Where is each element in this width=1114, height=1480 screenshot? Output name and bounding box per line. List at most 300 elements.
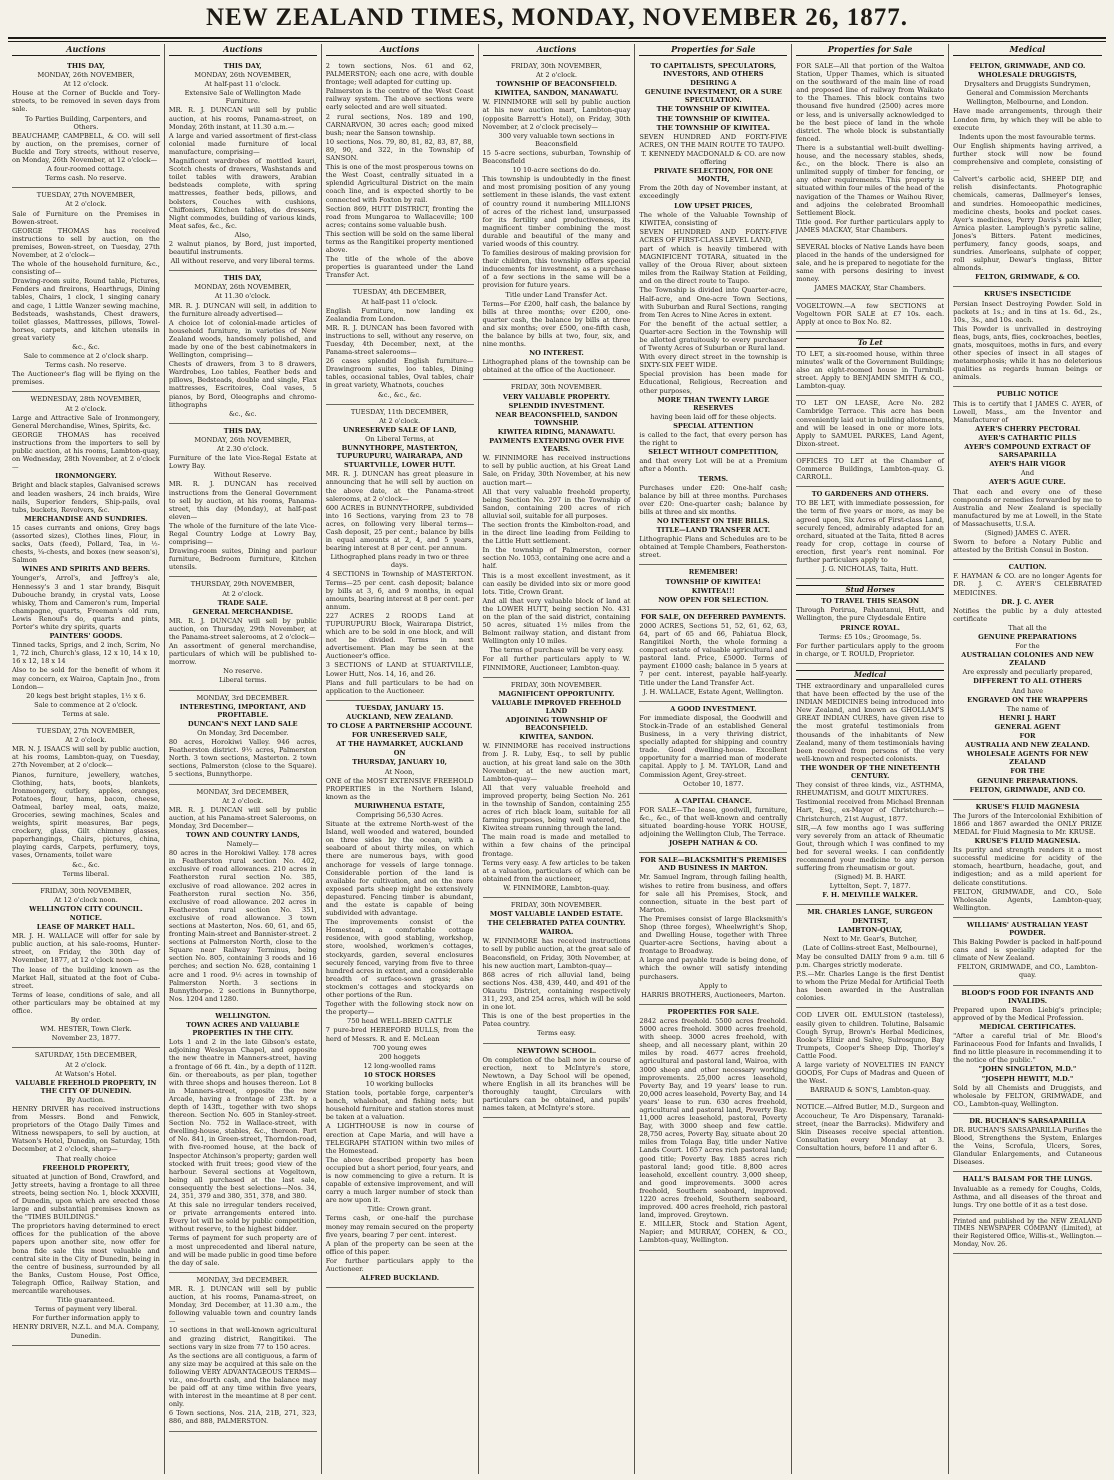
- advert-line: is called to the fact, that every person has the right to: [639, 431, 788, 448]
- advert-line: LAMBTON-QUAY,: [838, 925, 903, 934]
- advert-line: PROPERTIES FOR SALE.: [667, 1007, 760, 1016]
- advert-line: MORE THAN TWENTY LARGE RESERVES: [657, 395, 770, 412]
- advertisement: [483, 898, 631, 1044]
- advert-line: "JOHN SINGLETON, M.D.": [978, 1065, 1077, 1074]
- advert-line: KIWITEA, SANDON.: [519, 733, 594, 742]
- advertisement: [169, 785, 317, 1009]
- advert-line: MONDAY, 3rd DECEMBER.: [196, 693, 290, 702]
- advert-line: having been laid off for these objects.: [650, 412, 777, 421]
- advert-line: IRONMONGERY.: [55, 472, 117, 481]
- advert-line: PAINTERS' GOODS.: [49, 632, 123, 641]
- advert-line: 300 very valuable town sections in Beaconsfield: [498, 131, 615, 148]
- advertisement: [639, 702, 787, 794]
- advert-line: LEASE OF MARKET HALL.: [36, 923, 136, 932]
- column-container: [8, 44, 1106, 1474]
- advert-line: Next to Mr. Gear's, Butcher,: [823, 934, 918, 943]
- advert-line: All that very valuable freehold property, being Section No. 297 in the Township of Sandon, containing 200 acres of rich alluvial soil, suitable for all purposes.: [482, 487, 631, 520]
- advert-line: Terms cash. No reserve.: [45, 174, 127, 183]
- advertisement: [639, 794, 787, 854]
- advert-line: TO LET, a six-roomed house, within three minutes' walk of the Government Buildings; also an eight-roomed house in Turnbull-street. Apply to BENJAMIN SMITH & CO., Lambton-quay.: [796, 349, 945, 391]
- advert-line: AT THE HAYMARKET, AUCKLAND: [336, 740, 464, 749]
- advertisement: [12, 724, 160, 884]
- advert-line: FELTON, GRIMWADE, AND CO.: [969, 62, 1086, 70]
- advert-line: The whole of the furniture of the late Vice-Regal Country Lodge at Lowry Bay, comprising—: [168, 521, 317, 547]
- column-2: [165, 44, 322, 1474]
- advert-line: HENRY DRIVER has received instructions from Messrs. Bond and Fenwick, proprietors of the Otago Daily Times and Witness newspapers, to sell by auction, at Watson's Hotel, Dunedin, on Saturday, 15th December, at 2 o'clock, sharp—: [12, 1104, 160, 1154]
- advert-line: The Auctioneer's flag will be flying on the premises.: [12, 370, 160, 387]
- advert-line: HARRIS BROTHERS, Auctioneers, Marton.: [641, 990, 786, 999]
- advert-line: Also,: [234, 230, 251, 239]
- advert-line: 10 sections, Nos. 79, 80, 81, 82, 83, 87, 88, 89, 90, and 322, in the Township of SANSON.: [325, 137, 474, 163]
- advert-line: By Auction.: [66, 1095, 106, 1104]
- advert-line: FRIDAY, 30th NOVEMBER,: [510, 62, 602, 70]
- advert-line: FELTON, GRIMWADE, and CO., Lambton-quay.: [957, 963, 1098, 980]
- advert-line: A choice lot of colonial-made articles of household furniture, in varieties of New Zealand woods, handsomely polished, and made by one of the best cabinetmakers in Wellington, comprising—: [168, 318, 317, 360]
- advert-line: &c., &c., &c.: [377, 390, 422, 399]
- advert-line: MR. R. J. DUNCAN will sell by public auction, at his rooms, Panama-street, on Monday, 26th instant, at 11.30 a.m.—: [168, 106, 317, 131]
- advert-line: This Baking Powder is packed in half-pound cans and is specially adapted for the climate of New Zealand.: [953, 938, 1102, 963]
- column-heading: Auctions: [483, 44, 631, 56]
- advert-line: Extensive Sale of Wellington Made Furniture.: [184, 89, 301, 106]
- advert-line: MONDAY, 26th NOVEMBER,: [194, 435, 292, 444]
- advert-line: WEDNESDAY, 28th NOVEMBER,: [30, 395, 142, 404]
- advertisement: [483, 380, 631, 677]
- advert-line: GENERAL MERCHANDISE.: [192, 607, 294, 616]
- advert-line: And: [1020, 469, 1035, 478]
- advert-line: Indents upon the most favourable terms.: [959, 132, 1096, 141]
- advert-line: TUESDAY, 27th NOVEMBER,: [36, 727, 136, 736]
- advertisement: [12, 884, 160, 1049]
- advert-line: From the 20th day of November instant, at exceedingly: [639, 184, 788, 201]
- advert-line: A large variety of NOVELTIES IN FANCY GOODS, For Cups of Madras and Queen of the West.: [796, 1061, 945, 1086]
- advert-line: VOGELTOWN.—A few SECTIONS at Vogeltown FOR SALE at £7 10s. each. Apply at once to Box No. 82.: [796, 301, 945, 326]
- advertisement: [483, 678, 631, 898]
- advert-line: KIWITEA RIDING, MANAWATU.: [497, 427, 616, 436]
- advert-line: At 2 o'clock.: [65, 736, 107, 745]
- advert-line: 750 head WELL-BRED CATTLE: [347, 1017, 453, 1026]
- advert-line: 600 ACRES in BUNNYTHORPE, subdivided into 16 Sections, varying from 23 to 78 acres, on following very liberal terms—Cash deposit, 25 per cent.; balance by bills in equal amounts at 2, 4, and 5 years, bearing interest at 8 per cent. per annum.: [325, 503, 474, 553]
- advert-line: FOR SALE—The lease, goodwill, furniture, &c., &c., of that well-known and centrally situated boarding-house YORK HOUSE, adjoining the Wellington Club, The Terrace.: [639, 805, 788, 839]
- advertisement: [796, 664, 944, 906]
- advert-line: At 12 o'clock noon.: [54, 895, 118, 904]
- advert-line: J. G. NICHOLAS, Taita, Hutt.: [822, 565, 919, 574]
- advert-line: TUESDAY, 4th DECEMBER,: [352, 288, 447, 297]
- advertisement: [483, 59, 631, 380]
- advert-line: At half-past 11 o'clock.: [204, 80, 281, 89]
- section-heading: Medical: [796, 670, 944, 680]
- advert-line: KIWITEA, SANDON, MANAWATU.: [494, 89, 619, 98]
- advert-line: TRADE SALE.: [217, 598, 268, 607]
- advert-line: The above described property has been occupied but a short period, four years, and is now commencing to give a return. It is capable of extensive improvement, and will carry a much larger number of stock than are now upon it.: [325, 1155, 474, 1205]
- advert-line: At 2 o'clock.: [222, 589, 264, 598]
- advert-line: For further particulars apply to the groom in charge, or T. ROULD, Proprietor.: [796, 641, 945, 658]
- advert-line: T. KENNEDY MACDONALD & CO. are now offering: [641, 149, 786, 167]
- advert-line: AUSTRALIAN COLONIES AND NEW ZEALAND: [961, 651, 1094, 668]
- advert-line: Terms easy.: [537, 1029, 576, 1038]
- advertisement: [12, 392, 160, 724]
- advert-line: MONDAY, 3rd DECEMBER,: [196, 787, 290, 796]
- advert-line: 20 kegs best bright staples, 1½ x 6.: [26, 691, 146, 700]
- advert-line: All that very valuable freehold and improved property, being Section No. 261 in the township of Sandon, containing 255 acres of rich black loam, suitable for all farming purposes, being well watered, the Kiwitea stream running through the land.: [482, 783, 631, 833]
- advert-line: NO INTEREST ON THE BILLS.: [656, 516, 770, 525]
- advert-line: 15 5-acre sections, suburban, Township of Beaconsfield: [482, 148, 631, 166]
- advert-line: For further particulars apply to the Auctioneer.: [325, 1256, 474, 1274]
- advert-line: HENRI J. HART: [999, 713, 1056, 722]
- advert-line: For all further particulars apply to W. FINNIMORE, Auctioneer, Lambton-quay.: [482, 655, 631, 672]
- advertisement: [953, 1114, 1102, 1173]
- advertisement: [169, 271, 317, 424]
- advert-line: FRIDAY, 30th NOVEMBER.: [510, 901, 602, 909]
- advert-line: At 2 o'clock.: [65, 1060, 107, 1069]
- advert-line: DUNCAN'S NEXT LAND SALE: [187, 719, 298, 728]
- advert-line: REMEMBER!: [688, 568, 738, 577]
- advert-line: Terms—For £200, half cash, the balance by bills at three months; over £200, one-quarter cash, the balance by bills at three and six months; over £500, one-fifth cash, the balance by bills at two, four, six, and nine months.: [482, 299, 631, 349]
- advert-line: FOR SALE, ON DEFERRED PAYMENTS.: [640, 612, 786, 621]
- advert-line: Station tools, portable forge, carpenter's bench, whaleboat, and fishing nets; but household furniture and station stores must be taken at a valuation.: [325, 1089, 474, 1122]
- advert-line: FOR: [1019, 732, 1036, 741]
- advertisement: [326, 405, 474, 701]
- advert-line: The proprietors having determined to erect offices for the publication of the above papers upon another site, now offer for bona fide sale this most valuable and central site in the City of Dunedin, being in the centre of business, surrounded by all the Banks, Custom House, Post Office, Telegraph Office, Railway Station, and mercantile warehouses.: [12, 1222, 160, 1296]
- advert-line: Lithographic Plans and Schedules are to be obtained at Temple Chambers, Featherston-street.: [639, 535, 788, 560]
- advert-line: Lots 1 and 2 in the late Gibson's estate, adjoining Wesleyan Chapel, and opposite the new theatre in Manners-street, having a frontage of 66 ft. 4in., by a depth of 112ft. 6in. or thereabouts, as per plan, together with three shops and houses thereon. Lot 8 in Manners-street, opposite the new Arcade, having a frontage of 23ft. by a depth of 143ft., together with two shops thereon. Section No. 605 in Stanley-street. Section No. 752 in Wallace-street, with dwelling-house, stables, &c., thereon. Part of No. 841, in Green-street, Thorndon-road, with five-roomed house, at the back of Inspector Atchinson's property; garden well stocked with fruit trees; good view of the harbour. Several sections at Vogeltown, being all purchased at the last sale, consequently the best selections—Nos. 34, 24, 351, 379 and 380, 351, 378, and 380.: [168, 1038, 317, 1200]
- advert-line: FELTON, GRIMWADE, & CO.: [975, 273, 1080, 282]
- column-5: [635, 44, 792, 1474]
- advert-line: Comprising 56,530 Acres.: [356, 810, 444, 819]
- advert-line: Terms at sale.: [62, 709, 110, 718]
- advert-line: W. FINNIMORE has received instructions to sell by public auction, at the great sale of Beaconsfield, on Friday, 30th November, at his new auction mart, Lambton-quay—: [482, 937, 631, 970]
- advert-line: SPECIAL ATTENTION: [673, 421, 754, 430]
- advert-line: October 10, 1877.: [683, 779, 744, 788]
- advert-line: MR. R. J. DUNCAN has great pleasure in announcing that he will sell by auction on the above date, at the Panama-street salerooms, at 2 o'clock—: [325, 470, 474, 503]
- advert-line: At Noon,: [384, 767, 415, 776]
- advert-line: Sold by all Chemists and Druggists, and wholesale by FELTON, GRIMWADE, and CO., Lambton-quay, Wellington.: [953, 1083, 1102, 1108]
- advert-line: Title under Land Transfer Act.: [505, 290, 608, 299]
- advert-line: JAMES MACKAY, Star Chambers.: [814, 284, 926, 293]
- advertisement: [796, 396, 944, 454]
- advert-line: GEORGE THOMAS has received instructions to sell by auction, on the premises, Bowen-street, on Tuesday, 27th November, at 2 o'clock—: [12, 226, 160, 259]
- advert-line: All without reserve, and very liberal terms.: [170, 257, 315, 266]
- advert-line: Title good. For further particulars apply to JAMES MACKAY, Star Chambers.: [796, 217, 945, 234]
- column-heading: Auctions: [12, 44, 160, 56]
- advert-line: GENUINE PREPARATIONS.: [977, 776, 1078, 785]
- advert-line: TUESDAY, 27th NOVEMBER,: [36, 191, 136, 200]
- column-heading: Properties for Sale: [639, 44, 787, 56]
- advert-line: FRIDAY, 30th NOVEMBER.: [510, 383, 602, 392]
- advert-line: Testimonial received from Michael Brennan Hart, Esq., ex-Mayor of Christchurch:— Christchurch, 21st August, 1877.: [796, 798, 945, 823]
- advert-line: A LIGHTHOUSE is now in course of erection at Cape Maria, and will have a TELEGRAPH STATION within two miles of the Homestead.: [325, 1122, 474, 1155]
- advert-line: DR. BUCHAN'S SARSAPARILLA: [969, 1116, 1086, 1125]
- advert-line: VALUABLE FREEHOLD PROPERTY, IN THE CITY OF DUNEDIN.: [15, 1078, 157, 1095]
- advertisement: [169, 577, 317, 690]
- advert-line: FOR SALE—BLACKSMITH'S PREMISES AND BUSINESS IN MARTON.: [640, 856, 787, 873]
- advert-line: JOSEPH NATHAN & CO.: [668, 839, 758, 848]
- advert-line: For the: [1015, 642, 1040, 651]
- advert-line: Terms of payment for such property are of a most unprecedented and liberal nature, and will be made public in good time before the day of sale.: [168, 1234, 317, 1267]
- advert-line: At 2 o'clock.: [379, 416, 421, 425]
- advert-line: W. FINNIMORE will sell by public auction at his new auction mart, Lambton-quay (opposite Barrett's Hotel), on Friday, 30th November, at 2 o'clock precisely—: [482, 98, 631, 131]
- advertisement: [796, 454, 944, 487]
- advert-line: WILLIAMS' AUSTRALIAN YEAST POWDER.: [966, 920, 1089, 937]
- advert-line: PRIVATE SELECTION, FOR ONE MONTH,: [653, 167, 773, 184]
- advert-line: MR. R. J. DUNCAN has received instructions from the General Government to sell by auction, at his rooms, Panama-street, this day (Monday), at half-past eleven—: [168, 480, 317, 521]
- advert-line: &c., &c.: [72, 343, 100, 351]
- advert-line: THIS DAY,: [223, 62, 262, 70]
- advert-line: W. FINNIMORE has received instructions to sell by public auction, at his Great Land Sale, on Friday, 30th November, at his new auction mart—: [482, 454, 631, 487]
- advert-line: Purchases under £20: One-half cash; balance by bill at three months. Purchases over £20: One-quarter cash; balance by bills at three and six months.: [639, 483, 788, 516]
- column-heading: Medical: [953, 44, 1102, 56]
- advertisement: [796, 332, 944, 397]
- advert-line: At 11.30 o'clock.: [214, 292, 271, 301]
- advert-line: Our English shipments having arrived, a further stock will now be found comprehensive and complete, consisting of—: [953, 141, 1102, 175]
- advert-line: 10 working bullocks: [365, 1079, 434, 1088]
- advert-line: Terms cash. No reserve.: [45, 361, 127, 370]
- advert-line: J. H. WALLACE, Estate Agent, Wellington.: [643, 687, 784, 696]
- advert-line: DESIRING A: [690, 79, 737, 88]
- advert-line: WM. HESTER, Town Clerk.: [40, 1025, 132, 1034]
- column-heading: Auctions: [169, 44, 317, 56]
- advert-line: AUSTRALIA AND NEW ZEALAND.: [965, 741, 1090, 750]
- advert-line: The terms of purchase will be very easy.: [489, 646, 624, 655]
- advertisement: [953, 387, 1102, 560]
- advert-line: TITLE—LAND TRANSFER ACT.: [656, 526, 771, 535]
- advert-line: For further information apply to: [32, 1314, 140, 1323]
- advert-line: At 12 o'clock.: [63, 80, 109, 89]
- advert-line: SELECT WITHOUT COMPETITION,: [648, 448, 779, 457]
- advert-line: House at the Corner of Buckle and Tory-streets, to be removed in seven days from sale.: [12, 89, 160, 114]
- advert-line: THIS DAY,: [66, 62, 105, 70]
- advert-line: The name of: [1006, 704, 1049, 713]
- advert-line: THURSDAY, 29th NOVEMBER,: [190, 580, 295, 589]
- advert-line: For immediate disposal, the Goodwill and Stock-in-Trade of an established General Business, in a very thriving district, specially adapted for shipping and country trade. Good dwelling-house. Excellent opportunity for a married man of moderate capital. Apply to J. M. TAYLOR, Land and Commission Agent, Grey-street.: [639, 713, 788, 779]
- advert-line: For the benefit of the actual settler, a Quarter-acre Section in the Township will be allotted gratuitously to every purchaser of Twenty Acres of Suburban or Rural land.: [639, 319, 788, 353]
- advert-line: The section fronts the Kimbolton-road, and in the direct line leading from Feilding to the Little Hutt settlement.: [482, 520, 631, 546]
- advert-line: Prepared upon Baron Liebig's principle; approved of by the Medical Profession.: [953, 1005, 1102, 1022]
- advert-line: MR. R. J. DUNCAN will sell by public auction, at his rooms, Panama-street, on Monday, 3rd December, at 11.30 a.m., the following valuable town and country lands—: [168, 1284, 317, 1326]
- advert-line: TUESDAY, 11th DECEMBER,: [350, 407, 449, 416]
- section-heading: Stud Horses: [796, 585, 944, 595]
- advert-line: TOWN ACRES AND VALUABLE PROPERTIES IN THE CITY.: [186, 1021, 300, 1038]
- advert-line: A GOOD INVESTMENT.: [670, 704, 757, 713]
- advert-line: AYER'S HAIR VIGOR: [989, 460, 1066, 469]
- advert-line: 80 acres in the Horokiwi Valley. 178 acres in Featherston rural section No. 402, exclusive of road allowances. 210 acres in Featherston rural section No. 385, exclusive of road allowance. 202 acres in Featherston rural section No. 356, exclusive of road allowance. 202 acres in Featherston rural section No. 351, exclusive of road allowance. 3 town sections at Masterton, Nos. 60, 61, and 65, fronting Main-street and Bannister-street. 2 sections at Palmerston North, close to the Square near Railway Terminus, being section No. 805, containing 3 roods and 16 perches; and section No. 628, containing 1 acre and 1 rood. 9½ acres in township of Palmerston North. 3 sections in Bunnythorpe. 2 sections in Bunnythorpe, Nos. 1204 and 1280.: [168, 849, 317, 1003]
- advert-line: November 23, 1877.: [51, 1034, 121, 1043]
- advert-line: PRINCE ROYAL.: [840, 623, 900, 632]
- advert-line: In the township of Palmerston, corner section No. 1053, containing one acre and a half.: [482, 546, 631, 571]
- advert-line: Magnificent wardrobes of mottled kauri, Scotch chests of drawers, Washstands and toilet tables with drawers, Arabian bedsteads complete, with spring mattresses, feather beds, pillows, and bolsters, Couches with cushions, Chiffoniers, Kitchen tables, do dressers, Night commodes, building of various kinds, Meat safes, &c., &c.: [168, 157, 317, 230]
- advert-line: SEVEN HUNDRED AND FORTY-FIVE ACRES OF FIRST-CLASS LEVEL LAND,: [639, 227, 788, 244]
- advertisement: [796, 240, 944, 299]
- advert-line: They consist of three kinds, viz., ASTHMA, RHEUMATISM, and GOUT MIXTURES.: [796, 781, 945, 798]
- advert-line: Title guaranteed.: [57, 1296, 115, 1305]
- advert-line: Special provision has been made for Educational, Religious, Recreation and other purposes,: [639, 370, 788, 395]
- advert-line: WHOLESALE DRUGGISTS,: [978, 71, 1077, 80]
- advert-line: VALUABLE IMPROVED FREEHOLD LAND: [491, 698, 622, 715]
- advert-line: 15 cases currants and onions, Grey bags (assorted sizes), Clothes lines, Flour, in sacks, Oats (feed), Pollard, Tea, in ½-chests, ¼-chests, and boxes (new season's), Salmon: [12, 523, 160, 565]
- advert-line: DR. J. C. AYER: [1001, 597, 1054, 606]
- advert-line: ALFRED BUCKLAND.: [360, 1274, 440, 1283]
- advert-line: MONDAY, 26th NOVEMBER,: [194, 71, 292, 80]
- advert-line: and that every Lot will be at a Premium after a Month.: [639, 457, 788, 474]
- advertisement: [953, 1215, 1102, 1254]
- advert-line: SEVEN HUNDRED AND FORTY-FIVE ACRES, ON THE MAIN ROUTE TO TAUPO.: [639, 132, 788, 149]
- advert-line: Liberal terms.: [219, 676, 267, 685]
- advert-line: AYER'S COMPOUND EXTRACT OF SARSAPARILLA: [964, 443, 1091, 460]
- advert-line: FELTON, GRIMWADE, and CO., Sole Wholesale Agents, Lambton-quay, Wellington.: [953, 887, 1102, 912]
- advert-line: GENERAL AGENT: [994, 722, 1061, 731]
- advert-line: At half-past 11 o'clock.: [361, 297, 438, 306]
- advertisement: [326, 701, 474, 1288]
- advertisement: [796, 579, 944, 664]
- advert-line: 6 Town sections, Nos. 21A, 21B, 271, 323, 886, and 888, PALMERSTON.: [168, 1409, 317, 1426]
- advert-line: 80 acres, Horokiwi Valley. 946 acres, Featherston district. 9½ acres, Palmerston North. 3 town sections, Masterton. 2 town sections, Palmerston (close to the Square). 5 sections, Bunnythorpe.: [168, 738, 317, 779]
- advertisement: [169, 59, 317, 271]
- column-heading: Auctions: [326, 44, 474, 56]
- advertisement: [953, 1172, 1102, 1214]
- advert-line: ADJOINING TOWNSHIP OF BEACONSFIELD.: [505, 716, 608, 733]
- advert-line: TO TRAVEL THIS SEASON: [821, 597, 920, 606]
- advertisement: [953, 59, 1102, 287]
- advert-line: (Signed) JAMES C. AYER.: [984, 528, 1071, 537]
- advert-line: Title: Crown grant.: [367, 1205, 432, 1214]
- advert-line: TO BE LET, with immediate possession, for the term of five years or more, as may be agreed upon, Six Acres of First-class Land, securely fenced, admirably adapted for an orchard, situated at the Taita, fitted 8 acres ready for crop, cottage in course of erection, first year's rent nominal. For further particulars apply to: [796, 499, 945, 564]
- advertisement: [953, 918, 1102, 986]
- advert-line: ON: [393, 749, 406, 758]
- advert-line: 26 cases splendid English furniture— Drawingroom suites, loo tables, Dining tables, occasional tables, Oval tables, chair in great variety, Whatnots, couches: [325, 357, 474, 390]
- advert-line: NOW OPEN FOR SELECTION.: [658, 595, 769, 604]
- column-4: [479, 44, 636, 1474]
- advert-line: Sworn to before a Notary Public and attested by the British Consul in Boston.: [953, 538, 1102, 555]
- advertisement: [796, 59, 944, 240]
- advert-line: &c., &c.: [72, 860, 100, 869]
- advert-line: TOWNSHIP OF KIWITEA!: [665, 577, 761, 586]
- advert-line: Invaluable as a remedy for Coughs, Colds, Asthma, and all diseases of the throat and lungs. Try one bottle of it as a test dose.: [953, 1184, 1102, 1209]
- advert-line: WELLINGTON CITY COUNCIL.: [29, 904, 143, 913]
- advert-line: 868 acres of rich alluvial land, being sections Nos. 438, 439, 440, and 491 of the Okautu District, containing respectively 311, 293, and 254 acres, which will be sold in one lot.: [482, 970, 631, 1012]
- advert-line: BUNNYTHORPE, MASTERTON, TUPURUPURU, WAIRARAPA, AND: [336, 444, 463, 461]
- advert-line: MOST VALUABLE LANDED ESTATE.: [489, 910, 623, 919]
- advert-line: Drawing-room suites, Dining and parlour furniture, Bedroom furniture, Kitchen utensils.: [168, 547, 317, 572]
- advert-line: PUBLIC NOTICE: [996, 390, 1059, 399]
- advertisement: [169, 424, 317, 578]
- advert-line: Apply to: [699, 981, 728, 990]
- advert-line: MAGNIFICENT OPPORTUNITY.: [498, 689, 615, 698]
- advert-line: 2 rural sections, Nos. 189 and 190, CARNARVON, 30 acres each; good mixed bush; near the Sanson township.: [325, 112, 474, 137]
- advert-line: THURSDAY, JANUARY 10,: [352, 758, 447, 767]
- advert-line: MR. R. J. DUNCAN will sell by public auction, on Thursday, 29th November, at the Panama-street salerooms, at 2 o'clock—: [168, 616, 317, 641]
- advertisement: [796, 1008, 944, 1100]
- advert-line: VERY VALUABLE PROPERTY.: [502, 392, 611, 401]
- advert-line: UNRESERVED SALE OF LAND,: [342, 425, 457, 434]
- advert-line: Situate at the extreme North-west of the Island, well wooded and watered, bounded on three sides by the ocean, with a seaboard of about thirty miles, on which there are numerous bays, with good anchorage for vessels of large tonnage. Considerable portion of the land is available for cultivation, and on the more exposed parts sheep might be extensively depastured. Fencing timber is abundant, and the estate is capable of being subdivided with advantage.: [325, 820, 474, 918]
- advert-line: INTERESTING, IMPORTANT, AND PROFITABLE.: [179, 702, 306, 719]
- advert-line: MONDAY, 26th NOVEMBER,: [194, 283, 292, 292]
- advert-line: FOR UNRESERVED SALE,: [351, 731, 448, 740]
- advert-line: A four-roomed cottage.: [47, 165, 125, 174]
- advert-line: TO CLOSE A PARTNERSHIP ACCOUNT.: [326, 722, 473, 731]
- advert-line: THIS DAY,: [223, 274, 262, 283]
- advert-line: LOW UPSET PRICES,: [674, 201, 753, 210]
- advertisement: [483, 1044, 631, 1119]
- advert-line: OFFICES TO LET at the Chamber of Commerce Buildings, Lambton-quay. G. CARROLL.: [796, 456, 945, 482]
- advert-line: GENUINE PREPARATIONS: [978, 633, 1077, 641]
- advert-line: This is to certify that I JAMES C. AYER, of Lowell, Mass., am the Inventor and Manufacturer of: [953, 399, 1102, 424]
- advert-line: Persian Insect Destroying Powder. Sold in packets at 1s.; and in tins at 1s. 6d., 2s., 10s., 3s., and 10s. each.: [953, 299, 1102, 324]
- advert-line: BARRAUD & SON'S, Lambton-quay.: [809, 1086, 931, 1095]
- advert-line: Namely—: [226, 840, 259, 849]
- advert-line: AYER'S CATHARTIC PILLS: [978, 433, 1077, 442]
- advert-line: THE TOWNSHIP OF KIWITEA.: [656, 114, 770, 123]
- advert-line: And have: [1011, 686, 1044, 695]
- advert-line: GENUINE INVESTMENT, OR A SURE SPECULATION.: [644, 88, 782, 105]
- advert-line: FRIDAY, 30th NOVEMBER.: [510, 680, 602, 689]
- advert-line: MR. CHARLES LANGE, SURGEON DENTIST,: [807, 908, 933, 925]
- advert-line: AYER'S AGUE CURE.: [989, 478, 1066, 487]
- advert-line: Terms very easy. A few articles to be taken at a valuation, particulars of which can be obtained from the auctioneer,: [482, 858, 631, 883]
- advert-line: That really choice: [55, 1154, 116, 1163]
- advert-line: COD LIVER OIL EMULSION (tasteless), easily given to children. Tolutine, Balsamic Cough Syrup, Brown's Herbal Medicines, Rooke's Elixir and Salve, Sulrosquno, Bay Trumpets, Cooper's Sheep Dip, Thorley's Cattle Food.: [796, 1011, 945, 1060]
- advert-line: HENRY DRIVER, N.Z.L. and M.A. Company, Dunedin.: [12, 1323, 160, 1340]
- advert-line: And all that very valuable block of land at the LOWER HUTT, being section No. 431 on the plan of the said district, containing 50 acres, situated 1½ miles from the Belmont railway station, and distant from Wellington only 10 miles.: [482, 596, 631, 646]
- advert-line: Terms of payment very liberal.: [34, 1305, 138, 1314]
- advert-line: Tinned tacks, Sprigs, and 2 inch, Scrim, No 1, 72 inch, Church's glass, 12 x 10, 14 x 10, 16 x 12, 18 x 14: [12, 641, 160, 666]
- advert-line: W. FINNIMORE, Lambton-quay.: [503, 883, 610, 892]
- advert-line: MERCHANDISE AND SUNDRIES.: [24, 514, 148, 523]
- advert-line: THE TOWNSHIP OF KIWITEA.: [656, 123, 770, 132]
- advert-line: 2842 acres freehold. 5500 acres freehold. 5000 acres freehold. 3000 acres freehold, with sheep. 3000 acres freehold, with sheep, and all necessary plant, within 20 miles by road. 4677 acres freehold, agricultural and pastoral land, Wairoa, with 3000 sheep and other necessary working improvements. 25,000 acres leasehold, Poverty Bay, and 19 years' lease to run. 20,000 acres leasehold, Poverty Bay, and 14 years' lease to run. 630 acres freehold, agricultural and pastoral land, Poverty Bay. 11,000 acres leasehold, pastoral, Poverty Bay, with 3000 sheep and few cattle. 28,750 acres, Poverty Bay, situate about 20 miles from Tolaga Bay, title under Native Lands Court. 1657 acres rich pastoral land; good title; Poverty Bay. 1885 acres rich pastoral land; good title. 8,800 acres leasehold, excellent country. 3,000 sheep, and good improvements. 3000 acres freehold, Southern seaboard, improved. 1220 acres freehold, Southern seaboard, improved. 400 acres freehold, rich pastoral land, improved. Greytown.: [639, 1016, 788, 1220]
- advert-line: At 2 o'clock.: [222, 796, 264, 805]
- advert-line: 2000 ACRES, Sections 51, 52, 61, 62, 63, 64, part of 65 and 66, Pahiatua Block, Rangitikei North, the whole forming a compact estate of valuable agricultural and pastoral land. Price, £5000. Terms of payment £1000 cash; balance in 5 years at 7 per cent. interest, payable half-yearly. Title under the Land Transfer Act.: [639, 621, 788, 687]
- advert-line: This is a most excellent investment, as it can easily be divided into six or more good lots. Title, Crown Grant.: [482, 571, 631, 596]
- advert-line: On Liberal Terms, at: [365, 434, 435, 443]
- advert-line: Drawing-room suite, Round table, Pictures, Fenders and fireirons, Hearthrugs, Dining tables, Chairs, 1 clock, 1 singing canary and cage, 1 Little Wanzer sewing machine, Bedsteads, washstands, Chest drawers, toilet glasses, Mattresses, pillows, Towel-horses, carpets, and kitchen utensils in great variety: [12, 277, 160, 342]
- advert-line: TERMS.: [698, 474, 729, 483]
- advertisement: [953, 986, 1102, 1114]
- advert-line: FELTON, GRIMWADE, AND CO.: [969, 785, 1086, 794]
- advert-line: Through Porirua, Pahautanui, Hutt, and Wellington, the pure Clydesdale Entire: [796, 606, 945, 623]
- advert-line: A plan of the property can be seen at the office of this paper.: [325, 1239, 474, 1256]
- advert-line: At Watson's Hotel.: [55, 1069, 117, 1078]
- advert-line: THE extraordinary and unparalleled cures that have been effected by the use of the INDIAN MEDICINES being introduced into New Zealand, and known as GHOLLAM'S GREAT INDIAN CURES, have given rise to the most grateful testimonials from thousands of the inhabitants of New Zealand, many of them testimonials having been received from persons of the very well-known and respected colonists.: [796, 682, 945, 763]
- advert-line: Have made arrangements, through their London firm, by which they will be able to execute: [953, 107, 1102, 132]
- advert-line: This is one of the most prosperous towns on the West Coast, centrally situated in a splendid Agricultural District on the main coach line, and is expected shortly to be connected with Foxton by rail.: [325, 163, 474, 204]
- advert-line: NO INTEREST.: [529, 349, 584, 358]
- advert-line: MURIWHENUA ESTATE,: [354, 801, 445, 810]
- advert-line: TO GARDENERS AND OTHERS.: [811, 490, 929, 499]
- advert-line: Terms cash, or one-half the purchase money may remain secured on the property five years, bearing 7 per cent. interest.: [325, 1214, 474, 1239]
- advertisement: [12, 1048, 160, 1345]
- advert-line: Printed and published by the NEW ZEALAND TIMES NEWSPAPER COMPANY (Limited), at their Registered Office, Willis-st., Wellington.—Monday, Nov. 26.: [953, 1217, 1102, 1248]
- advert-line: FOR THE: [1010, 767, 1045, 776]
- advertisement: [953, 800, 1102, 918]
- advert-line: The Jurors of the Intercolonial Exhibition of 1866 and 1867 awarded the ONLY PRIZE MEDAL for Fluid Magnesia to Mr. KRUSE.: [953, 811, 1102, 836]
- advert-line: DIFFERENT TO ALL OTHERS: [973, 677, 1082, 686]
- column-3: [322, 44, 479, 1474]
- advert-line: Section 869, HUTT DISTRICT, fronting the road from Mungaroa to Wallaceville; 100 acres; contains some valuable bush.: [325, 204, 474, 229]
- advert-line: On Monday, 3rd December.: [197, 728, 289, 737]
- advert-line: Terms of lease, conditions of sale, and all other particulars may be obtained at my office.: [12, 990, 160, 1016]
- advertisement: [639, 59, 787, 565]
- advert-line: At 2 o'clock.: [535, 71, 577, 80]
- advertisement: [796, 1100, 944, 1158]
- advert-line: MR. N. J. ISAACS will sell by public auction, at his rooms, Lambton-quay, on Tuesday, 27th November, at 2 o'clock—: [12, 745, 160, 770]
- advert-line: Are expressly and peculiarly prepared,: [962, 668, 1093, 677]
- advert-line: Large and Attractive Sale of Ironmongery, General Merchandise, Wines, Spirits, &c.: [12, 413, 160, 430]
- advert-line: NOTICE.—Alfred Butler, M.D., Surgeon and Accoucheur, Te Aro Dispensary, Taranaki-street, (near the Barracks). Midwifery and Skin Diseases receive special attention. Consultation every Monday at 3. Consultation hours, before 11 and after 6.: [796, 1103, 945, 1152]
- advert-line: SPLENDID INVESTMENT.: [508, 401, 605, 410]
- advert-line: MONDAY, 26th NOVEMBER,: [37, 71, 135, 80]
- advert-line: 3 SECTIONS of LAND at STUARTVILLE, Lower Hutt, Nos. 14, 16, and 26.: [325, 661, 474, 678]
- advert-line: With every direct street in the township is SIXTY-SIX FEET WIDE.: [639, 353, 788, 370]
